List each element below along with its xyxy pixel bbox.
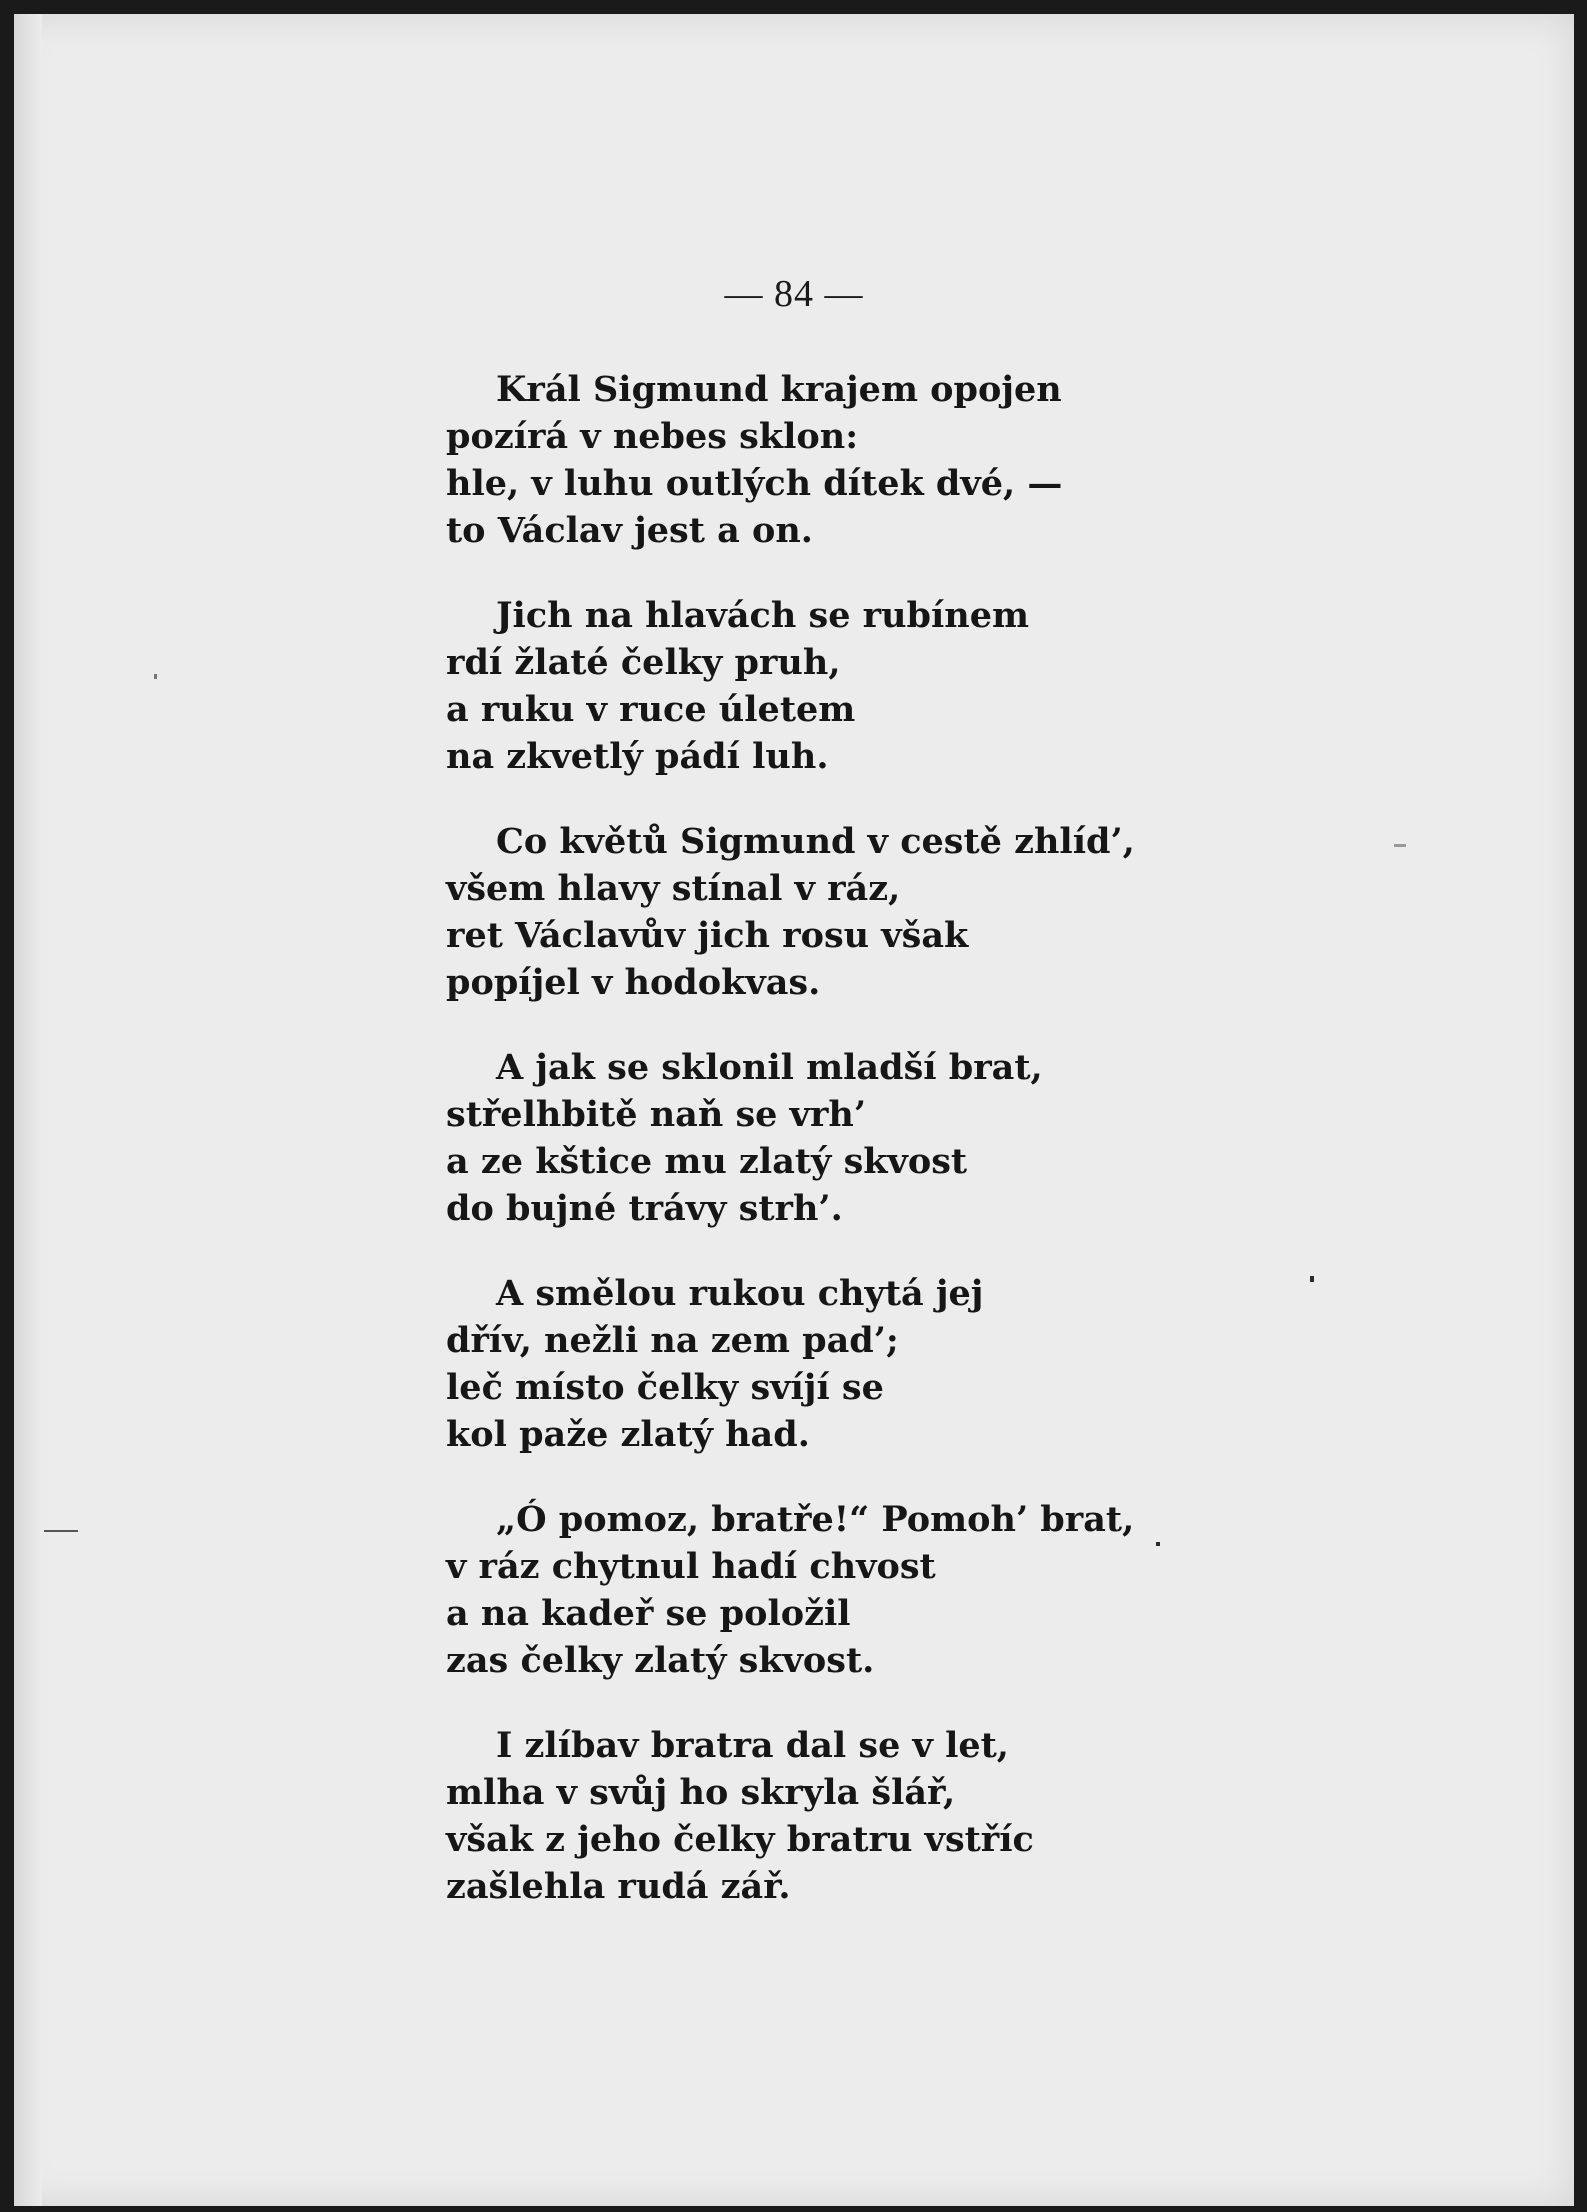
poem-line: zas čelky zlatý skvost.: [446, 1640, 875, 1681]
page-number: — 84 —: [724, 273, 864, 315]
poem-line: Jich na hlavách se rubínem: [496, 595, 1030, 636]
poem-line: „Ó pomoz, bratře!“ Pomoh’ brat,: [496, 1499, 1135, 1540]
scan-speck: [1310, 1276, 1314, 1282]
scan-speck: [44, 1530, 78, 1532]
poem-line: pozírá v nebes sklon:: [446, 416, 859, 457]
stanza-7: [446, 1722, 1266, 1910]
poem-line: Co květů Sigmund v cestě zhlíd’,: [496, 821, 1135, 862]
poem-line: všem hlavy stínal v ráz,: [446, 868, 901, 909]
poem-line: dřív, nežli na zem pad’;: [446, 1320, 899, 1361]
poem-body: [446, 366, 1266, 1948]
book-page: [14, 14, 1574, 2206]
poem-line: A jak se sklonil mladší brat,: [496, 1047, 1043, 1088]
poem-line: zašlehla rudá zář.: [446, 1866, 791, 1907]
poem-line: do bujné trávy strh’.: [446, 1188, 843, 1229]
poem-line: leč místo čelky svíjí se: [446, 1367, 884, 1408]
poem-line: to Václav jest a on.: [446, 510, 813, 551]
poem-line: a na kadeř se položil: [446, 1593, 851, 1634]
stanza-5: [446, 1270, 1266, 1458]
poem-line: však z jeho čelky bratru vstříc: [446, 1819, 1034, 1860]
poem-line: popíjel v hodokvas.: [446, 962, 821, 1003]
poem-line: na zkvetlý pádí luh.: [446, 736, 829, 777]
stanza-6: [446, 1496, 1266, 1684]
scan-speck: [154, 674, 157, 679]
stanza-2: [446, 592, 1266, 780]
poem-line: A smělou rukou chytá jej: [496, 1273, 984, 1314]
poem-line: a ruku v ruce úletem: [446, 689, 856, 730]
poem-line: v ráz chytnul hadí chvost: [446, 1546, 936, 1587]
poem-line: kol paže zlatý had.: [446, 1414, 810, 1455]
poem-line: ret Václavův jich rosu však: [446, 915, 969, 956]
poem-line: mlha v svůj ho skryla šlář,: [446, 1772, 956, 1813]
poem-line: rdí žlaté čelky pruh,: [446, 642, 841, 683]
poem-line: a ze kštice mu zlatý skvost: [446, 1141, 968, 1182]
scan-speck: [1156, 1542, 1160, 1546]
stanza-3: [446, 818, 1266, 1006]
poem-line: I zlíbav bratra dal se v let,: [496, 1725, 1009, 1766]
stanza-4: [446, 1044, 1266, 1232]
page-edge-shadow: [14, 14, 42, 2206]
poem-line: střelhbitě naň se vrh’: [446, 1094, 867, 1135]
poem-line: hle, v luhu outlých dítek dvé, —: [446, 463, 1063, 504]
poem-line: Král Sigmund krajem opojen: [496, 369, 1062, 410]
stanza-1: [446, 366, 1266, 554]
scan-speck: [1394, 844, 1406, 847]
